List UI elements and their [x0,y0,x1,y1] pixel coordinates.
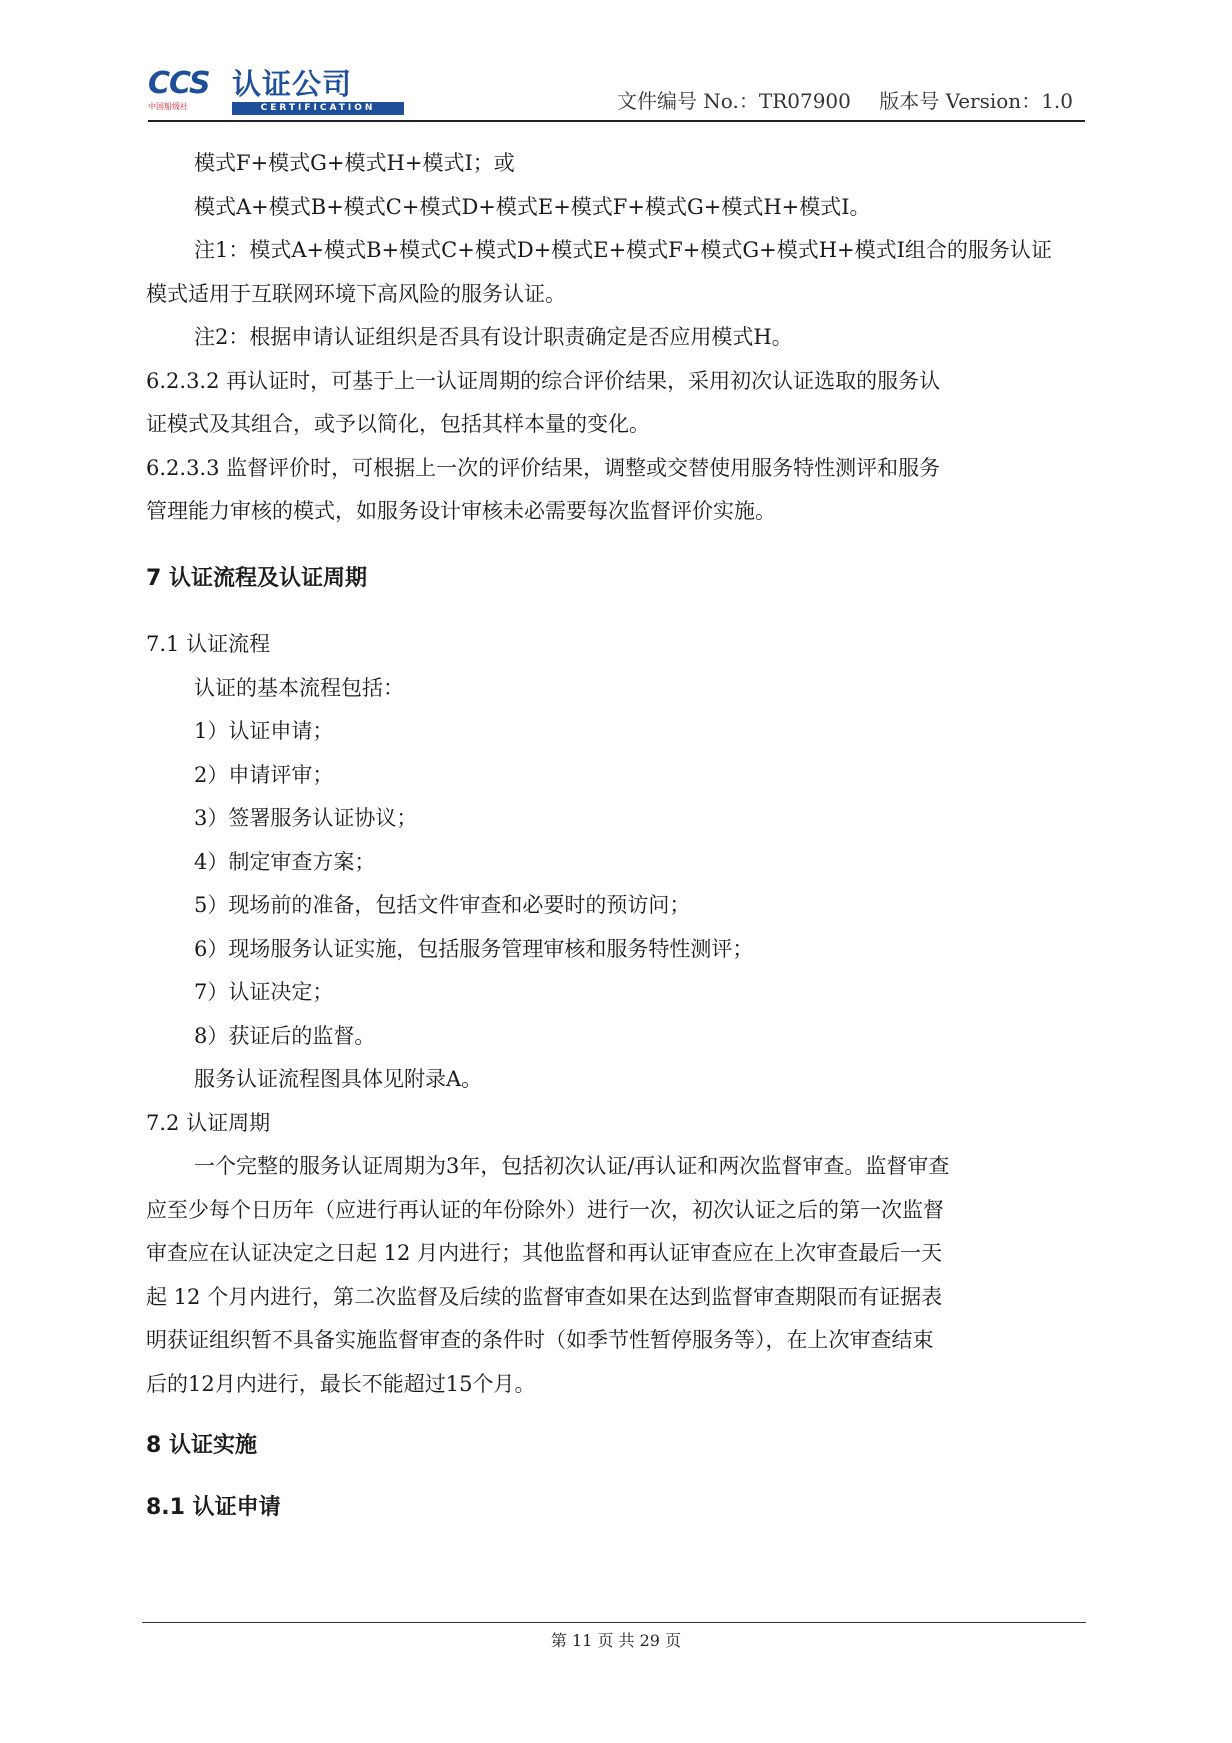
footer-divider [142,1622,1086,1623]
body-line: 模式A+模式B+模式C+模式D+模式E+模式F+模式G+模式H+模式I。 [194,194,871,219]
clause-6232: 6.2.3.2 再认证时，可基于上一认证周期的综合评价结果，采用初次认证选取的服务认 [146,368,941,393]
body-line: 服务认证流程图具体见附录A。 [194,1067,483,1091]
section-7-2-heading: 7.2 认证周期 [146,1110,271,1135]
clause-6233-cont: 管理能力审核的模式，如服务设计审核未必需要每次监督评价实施。 [146,499,776,523]
list-item: 5）现场前的准备，包括文件审查和必要时的预访问； [194,893,691,917]
paragraph-line: 起 12 个月内进行，第二次监督及后续的监督审查如果在达到监督审查期限而有证据表 [146,1284,943,1309]
section-7-heading: 7 认证流程及认证周期 [146,565,367,591]
note-1: 注1：模式A+模式B+模式C+模式D+模式E+模式F+模式G+模式H+模式I组合的服务认证 [194,238,1052,262]
page-number: 第 11 页 共 29 页 [550,1631,682,1650]
header-divider [148,120,1085,122]
section-7-1-heading: 7.1 认证流程 [146,632,271,656]
paragraph-line: 后的12月内进行，最长不能超过15个月。 [146,1371,536,1396]
body-line: 模式F+模式G+模式H+模式I；或 [194,151,515,175]
logo-ccs-text: CCS [148,66,210,101]
page-body [146,142,1086,1529]
section-8-heading: 8 认证实施 [146,1433,257,1458]
paragraph-line: 审查应在认证决定之日起 12 月内进行；其他监督和再认证审查应在上次审查最后一天 [146,1241,943,1265]
list-item: 1）认证申请； [194,719,334,743]
list-item: 6）现场服务认证实施，包括服务管理审核和服务特性测评； [194,936,754,961]
list-item: 8）获证后的监督。 [194,1023,376,1048]
section-8-1-heading: 8.1 认证申请 [146,1494,281,1520]
clause-6233: 6.2.3.3 监督评价时，可根据上一次的评价结果，调整或交替使用服务特性测评和服务 [146,455,941,480]
note-1-cont: 模式适用于互联网环境下高风险的服务认证。 [146,281,566,306]
list-item: 3）签署服务认证协议； [194,806,418,830]
list-item: 7）认证决定； [194,980,334,1004]
doc-number: 文件编号 No.：TR07900 [616,89,851,113]
list-item: 2）申请评审； [194,762,334,787]
doc-info [617,88,1073,114]
logo-cn-text: 认证公司 [232,67,353,101]
logo-sub-text: 中国船级社 [148,102,188,111]
paragraph-line: 一个完整的服务认证周期为3年，包括初次认证/再认证和两次监督审查。监督审查 [194,1154,950,1178]
clause-6232-cont: 证模式及其组合，或予以简化，包括其样本量的变化。 [146,412,650,436]
page-header [148,60,1085,122]
note-2: 注2：根据申请认证组织是否具有设计职责确定是否应用模式H。 [194,325,793,349]
list-item: 4）制定审查方案； [194,849,376,874]
paragraph-line: 应至少每个日历年（应进行再认证的年份除外）进行一次，初次认证之后的第一次监督 [146,1197,944,1222]
body-line: 认证的基本流程包括： [194,675,404,700]
logo-en-text: CERTIFICATION [232,102,404,115]
paragraph-line: 明获证组织暂不具备实施监督审查的条件时（如季节性暂停服务等），在上次审查结束 [146,1328,934,1352]
ccs-logo [148,68,408,116]
doc-version: 版本号 Version：1.0 [879,89,1073,113]
